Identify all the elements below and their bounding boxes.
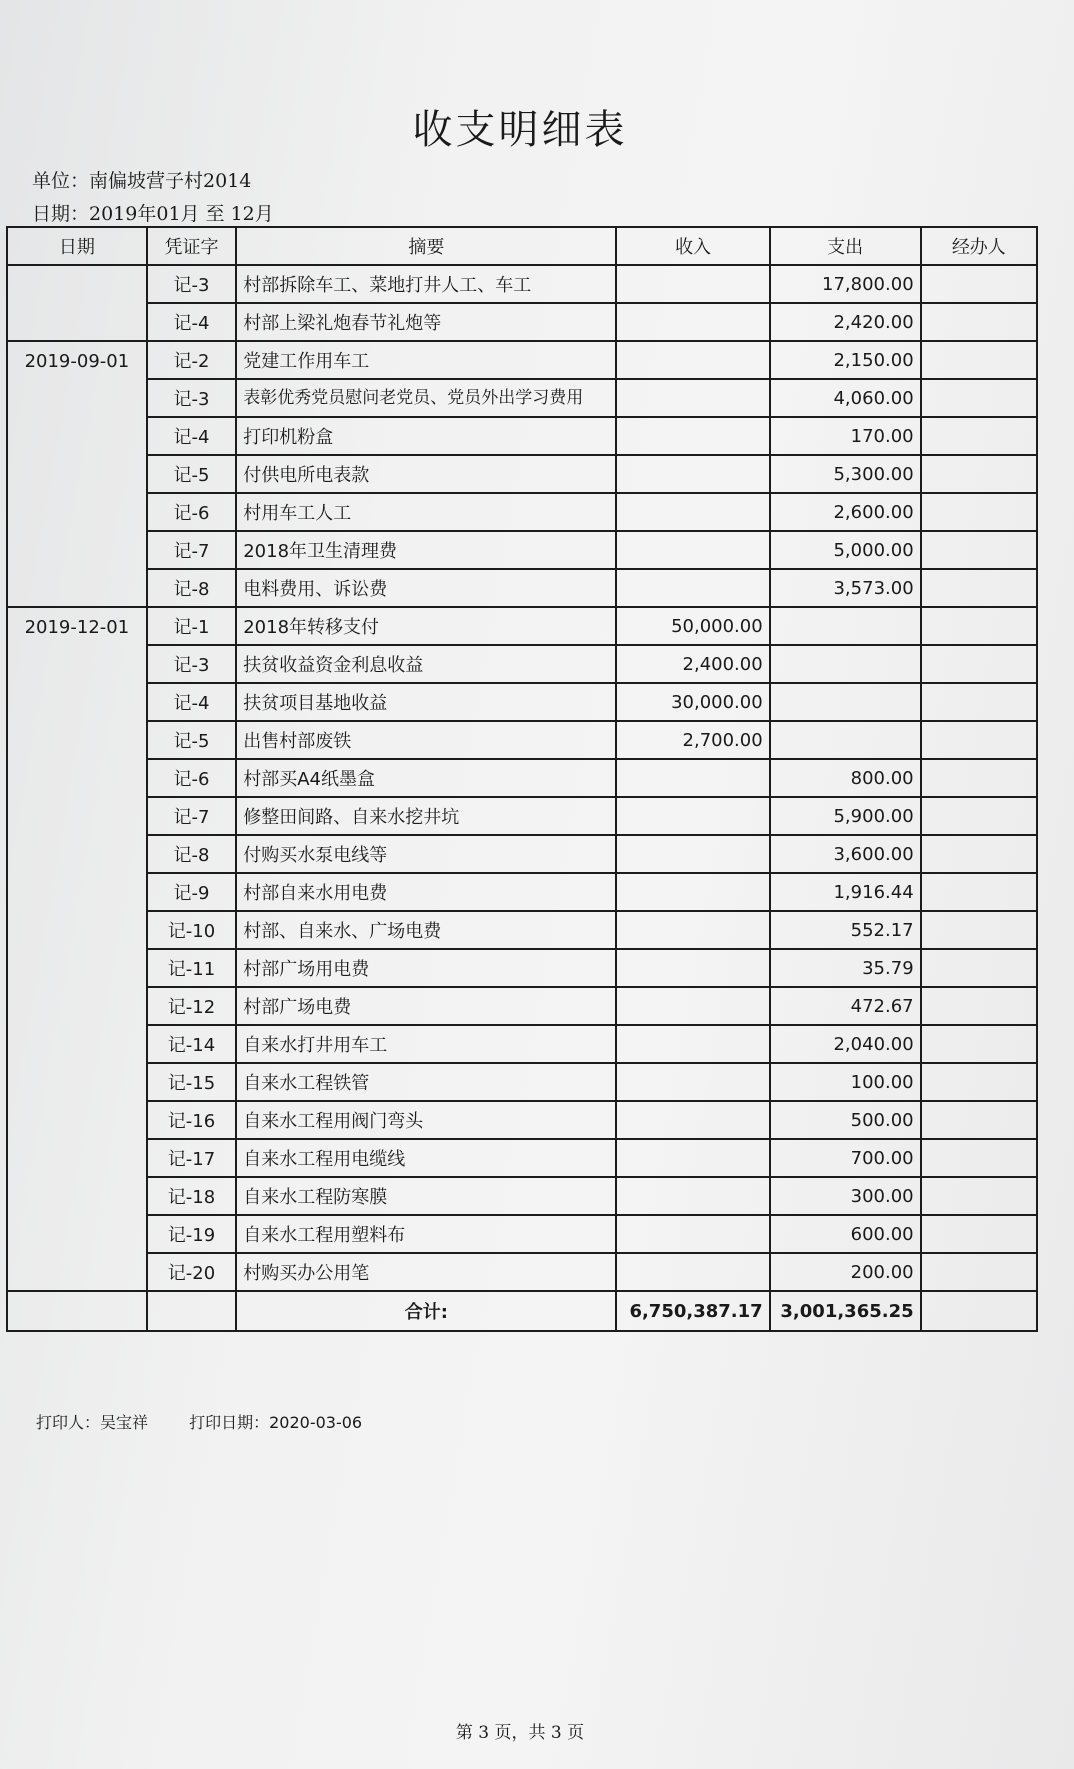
date-range-line — [32, 199, 274, 226]
summary-cell: 扶贫收益资金利息收益 — [236, 645, 616, 683]
voucher-cell: 记-7 — [147, 531, 236, 569]
expense-cell: 4,060.00 — [770, 379, 921, 417]
voucher-cell: 记-14 — [147, 1025, 236, 1063]
expense-cell — [770, 645, 921, 683]
voucher-cell: 记-10 — [147, 911, 236, 949]
summary-cell: 自来水工程用塑料布 — [236, 1215, 616, 1253]
income-cell — [616, 1063, 769, 1101]
voucher-cell: 记-15 — [147, 1063, 236, 1101]
income-cell: 2,400.00 — [616, 645, 769, 683]
expense-cell: 500.00 — [770, 1101, 921, 1139]
table-row — [7, 531, 1037, 569]
expense-cell: 3,573.00 — [770, 569, 921, 607]
summary-cell: 村部、自来水、广场电费 — [236, 911, 616, 949]
table-row — [7, 1139, 1037, 1177]
table-row — [7, 987, 1037, 1025]
voucher-cell: 记-4 — [147, 417, 236, 455]
handler-cell — [921, 683, 1037, 721]
summary-cell: 出售村部废铁 — [236, 721, 616, 759]
summary-cell: 表彰优秀党员慰问老党员、党员外出学习费用 — [236, 379, 616, 417]
summary-cell: 扶贫项目基地收益 — [236, 683, 616, 721]
print-date: 打印日期：2020-03-06 — [189, 1413, 363, 1432]
handler-cell — [921, 417, 1037, 455]
income-cell — [616, 987, 769, 1025]
printer-name: 打印人：吴宝祥 — [36, 1413, 149, 1432]
summary-cell: 村部广场用电费 — [236, 949, 616, 987]
expense-cell: 100.00 — [770, 1063, 921, 1101]
handler-cell — [921, 1215, 1037, 1253]
income-cell — [616, 1025, 769, 1063]
income-cell: 50,000.00 — [616, 607, 769, 645]
summary-cell: 村部上梁礼炮春节礼炮等 — [236, 303, 616, 341]
table-row — [7, 873, 1037, 911]
voucher-cell: 记-6 — [147, 493, 236, 531]
summary-cell: 打印机粉盒 — [236, 417, 616, 455]
table-row — [7, 1101, 1037, 1139]
handler-cell — [921, 607, 1037, 645]
income-cell — [616, 835, 769, 873]
table-row — [7, 265, 1037, 303]
income-cell — [616, 455, 769, 493]
total-expense: 3,001,365.25 — [770, 1291, 921, 1331]
table-row — [7, 721, 1037, 759]
page-number: 第 3 页，共 3 页 — [455, 1723, 585, 1743]
handler-cell — [921, 455, 1037, 493]
voucher-cell: 记-3 — [147, 265, 236, 303]
voucher-cell: 记-1 — [147, 607, 236, 645]
summary-cell: 自来水工程用电缆线 — [236, 1139, 616, 1177]
date-to-label: 至 — [205, 203, 225, 225]
voucher-cell: 记-5 — [147, 721, 236, 759]
voucher-cell: 记-17 — [147, 1139, 236, 1177]
income-cell — [616, 569, 769, 607]
table-row — [7, 1177, 1037, 1215]
summary-cell: 自来水打井用车工 — [236, 1025, 616, 1063]
summary-cell: 自来水工程铁管 — [236, 1063, 616, 1101]
handler-cell — [921, 987, 1037, 1025]
header-voucher: 凭证字 — [147, 227, 236, 265]
table-row — [7, 759, 1037, 797]
unit-value: 南偏坡营子村2014 — [89, 170, 252, 192]
date-cell: 2019-09-01 — [7, 341, 147, 607]
summary-cell: 自来水工程用阀门弯头 — [236, 1101, 616, 1139]
summary-cell: 2018年卫生清理费 — [236, 531, 616, 569]
expense-cell: 472.67 — [770, 987, 921, 1025]
table-row — [7, 303, 1037, 341]
summary-cell: 党建工作用车工 — [236, 341, 616, 379]
total-empty-cell — [7, 1291, 147, 1331]
voucher-cell: 记-9 — [147, 873, 236, 911]
expense-cell: 5,900.00 — [770, 797, 921, 835]
summary-cell: 村购买办公用笔 — [236, 1253, 616, 1291]
table-row — [7, 949, 1037, 987]
expense-cell: 5,300.00 — [770, 455, 921, 493]
table-row — [7, 835, 1037, 873]
table-row — [7, 1025, 1037, 1063]
date-label: 日期： — [32, 203, 90, 225]
income-cell — [616, 493, 769, 531]
summary-cell: 村用车工人工 — [236, 493, 616, 531]
handler-cell — [921, 303, 1037, 341]
income-cell — [616, 265, 769, 303]
income-cell — [616, 949, 769, 987]
total-empty-cell — [921, 1291, 1037, 1331]
handler-cell — [921, 265, 1037, 303]
voucher-cell: 记-2 — [147, 341, 236, 379]
handler-cell — [921, 1063, 1037, 1101]
handler-cell — [921, 721, 1037, 759]
expense-cell: 2,150.00 — [770, 341, 921, 379]
voucher-cell: 记-8 — [147, 835, 236, 873]
table-row — [7, 417, 1037, 455]
voucher-cell: 记-7 — [147, 797, 236, 835]
expense-cell: 5,000.00 — [770, 531, 921, 569]
expense-cell: 35.79 — [770, 949, 921, 987]
table-row — [7, 607, 1037, 645]
income-cell: 30,000.00 — [616, 683, 769, 721]
expense-cell: 17,800.00 — [770, 265, 921, 303]
voucher-cell: 记-18 — [147, 1177, 236, 1215]
expense-cell: 2,040.00 — [770, 1025, 921, 1063]
voucher-cell: 记-19 — [147, 1215, 236, 1253]
income-cell — [616, 1177, 769, 1215]
handler-cell — [921, 645, 1037, 683]
income-cell — [616, 531, 769, 569]
voucher-cell: 记-16 — [147, 1101, 236, 1139]
header-expense: 支出 — [770, 227, 921, 265]
income-cell — [616, 797, 769, 835]
voucher-cell: 记-4 — [147, 303, 236, 341]
handler-cell — [921, 759, 1037, 797]
date-to: 12月 — [230, 203, 274, 225]
voucher-cell: 记-4 — [147, 683, 236, 721]
voucher-cell: 记-3 — [147, 645, 236, 683]
income-cell — [616, 759, 769, 797]
expense-cell: 300.00 — [770, 1177, 921, 1215]
income-cell — [616, 417, 769, 455]
expense-cell — [770, 721, 921, 759]
ledger-body — [7, 265, 1037, 1331]
table-row — [7, 1215, 1037, 1253]
handler-cell — [921, 569, 1037, 607]
document-title: 收支明细表 — [412, 107, 628, 153]
handler-cell — [921, 1101, 1037, 1139]
expense-cell — [770, 683, 921, 721]
income-cell — [616, 341, 769, 379]
summary-cell: 村部自来水用电费 — [236, 873, 616, 911]
table-row — [7, 797, 1037, 835]
table-row — [7, 683, 1037, 721]
table-row — [7, 455, 1037, 493]
summary-cell: 村部买A4纸墨盒 — [236, 759, 616, 797]
expense-cell: 600.00 — [770, 1215, 921, 1253]
print-footer — [36, 1410, 398, 1433]
handler-cell — [921, 1177, 1037, 1215]
voucher-cell: 记-20 — [147, 1253, 236, 1291]
header-date: 日期 — [7, 227, 147, 265]
table-row — [7, 341, 1037, 379]
handler-cell — [921, 1139, 1037, 1177]
summary-cell: 2018年转移支付 — [236, 607, 616, 645]
handler-cell — [921, 493, 1037, 531]
handler-cell — [921, 949, 1037, 987]
expense-cell — [770, 607, 921, 645]
expense-cell: 3,600.00 — [770, 835, 921, 873]
date-cell: 2019-12-01 — [7, 607, 147, 1291]
summary-cell: 付供电所电表款 — [236, 455, 616, 493]
expense-cell: 800.00 — [770, 759, 921, 797]
total-label: 合计: — [236, 1291, 616, 1331]
unit-label: 单位： — [32, 170, 90, 192]
voucher-cell: 记-11 — [147, 949, 236, 987]
header-handler: 经办人 — [921, 227, 1037, 265]
summary-cell: 电料费用、诉讼费 — [236, 569, 616, 607]
handler-cell — [921, 873, 1037, 911]
header-row — [7, 227, 1037, 265]
table-row — [7, 1063, 1037, 1101]
income-cell — [616, 873, 769, 911]
handler-cell — [921, 797, 1037, 835]
handler-cell — [921, 911, 1037, 949]
summary-cell: 村部广场电费 — [236, 987, 616, 1025]
voucher-cell: 记-3 — [147, 379, 236, 417]
expense-cell: 2,420.00 — [770, 303, 921, 341]
expense-cell: 170.00 — [770, 417, 921, 455]
handler-cell — [921, 341, 1037, 379]
handler-cell — [921, 1025, 1037, 1063]
date-cell — [7, 265, 147, 341]
table-row — [7, 493, 1037, 531]
voucher-cell: 记-5 — [147, 455, 236, 493]
expense-cell: 552.17 — [770, 911, 921, 949]
income-cell — [616, 1139, 769, 1177]
total-empty-cell — [147, 1291, 236, 1331]
summary-cell: 村部拆除车工、菜地打井人工、车工 — [236, 265, 616, 303]
income-cell — [616, 1215, 769, 1253]
header-income: 收入 — [616, 227, 769, 265]
expense-cell: 200.00 — [770, 1253, 921, 1291]
voucher-cell: 记-8 — [147, 569, 236, 607]
handler-cell — [921, 1253, 1037, 1291]
date-from: 2019年01月 — [89, 203, 200, 225]
total-row — [7, 1291, 1037, 1331]
summary-cell: 修整田间路、自来水挖井坑 — [236, 797, 616, 835]
unit-line — [32, 166, 251, 193]
table-row — [7, 645, 1037, 683]
summary-cell: 付购买水泵电线等 — [236, 835, 616, 873]
income-cell: 2,700.00 — [616, 721, 769, 759]
handler-cell — [921, 379, 1037, 417]
expense-cell: 1,916.44 — [770, 873, 921, 911]
voucher-cell: 记-12 — [147, 987, 236, 1025]
income-cell — [616, 1253, 769, 1291]
header-summary: 摘要 — [236, 227, 616, 265]
summary-cell: 自来水工程防寒膜 — [236, 1177, 616, 1215]
total-income: 6,750,387.17 — [616, 1291, 769, 1331]
income-cell — [616, 1101, 769, 1139]
handler-cell — [921, 835, 1037, 873]
table-row — [7, 569, 1037, 607]
handler-cell — [921, 531, 1037, 569]
expense-cell: 700.00 — [770, 1139, 921, 1177]
expense-cell: 2,600.00 — [770, 493, 921, 531]
table-row — [7, 379, 1037, 417]
ledger-table — [6, 226, 1038, 1332]
income-cell — [616, 911, 769, 949]
income-cell — [616, 379, 769, 417]
table-row — [7, 911, 1037, 949]
table-row — [7, 1253, 1037, 1291]
income-cell — [616, 303, 769, 341]
voucher-cell: 记-6 — [147, 759, 236, 797]
